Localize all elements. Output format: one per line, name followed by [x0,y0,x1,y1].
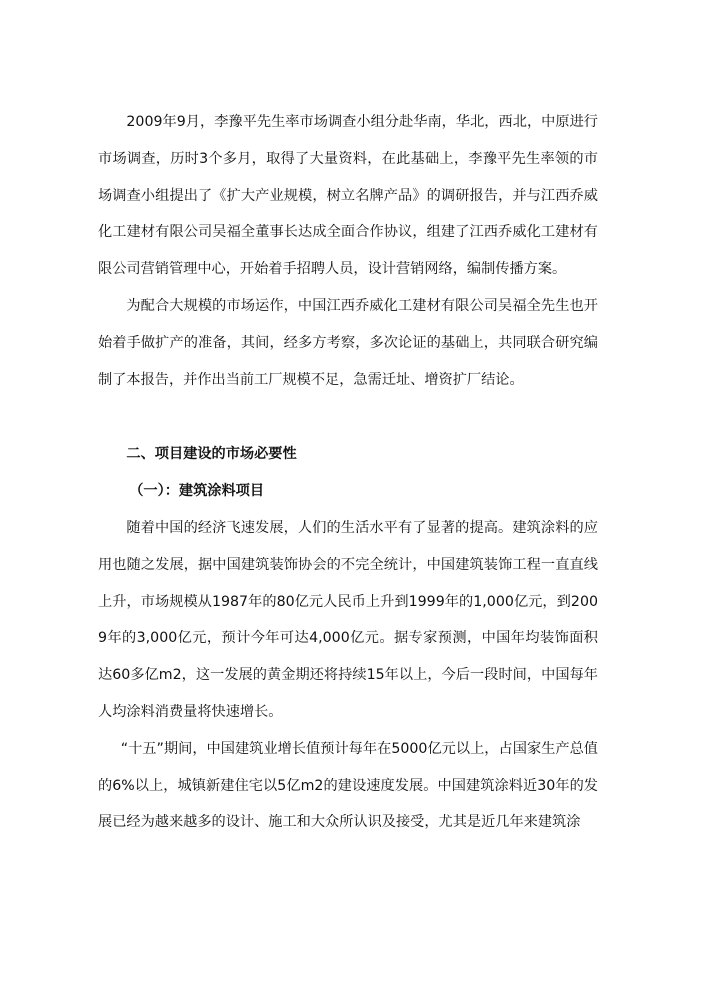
section-heading: 二、项目建设的市场必要性 [126,446,297,463]
document-body [98,104,598,841]
paragraph-market-survey: 2009年9月，李豫平先生率市场调查小组分赴华南，华北，西北，中原进行市场调查，历时3个多月，取得了大量资料，在此基础上，李豫平先生率领的市场调查小组提出了《扩大产业规模，树立名牌产品》的调研报告，并与江西乔威化工建材有限公司吴福全董事长达成全面合作协议，组建了江西乔威化工建材有限公司营销管理中心，开始着手招聘人员，设计营销网络，编制传播方案。 [98,114,598,278]
paragraph-expansion-preparation: 为配合大规模的市场运作，中国江西乔威化工建材有限公司吴福全先生也开始着手做扩产的准备，其间，经多方考察，多次论证的基础上，共同联合研究编制了本报告，并作出当前工厂规模不足，急需迁址、增资扩厂结论。 [98,297,598,388]
section-spacer [98,398,598,436]
paragraph-fifteenth-plan: “十五”期间，中国建筑业增长值预计每年在5000亿元以上，占国家生产总值的6%以上，城镇新建住宅以5亿m2的建设速度发展。中国建筑涂料近30年的发展已经为越来越多的设计、施工和大众所认识及接受，尤其是近几年来建筑涂 [98,740,598,831]
paragraph-coating-development: 随着中国的经济飞速发展，人们的生活水平有了显著的提高。建筑涂料的应用也随之发展，据中国建筑装饰协会的不完全统计，中国建筑装饰工程一直直线上升，市场规模从1987年的80亿元人民币上升到1999年的1,000亿元，到2009年的3,000亿元，预计今年可达4,000亿元。据专家预测，中国年均装饰面积达60多亿m2，这一发展的黄金期还将持续15年以上，今后一段时间，中国每年人均涂料消费量将快速增长。 [98,519,598,720]
subsection-heading: （一）：建筑涂料项目 [129,483,265,500]
